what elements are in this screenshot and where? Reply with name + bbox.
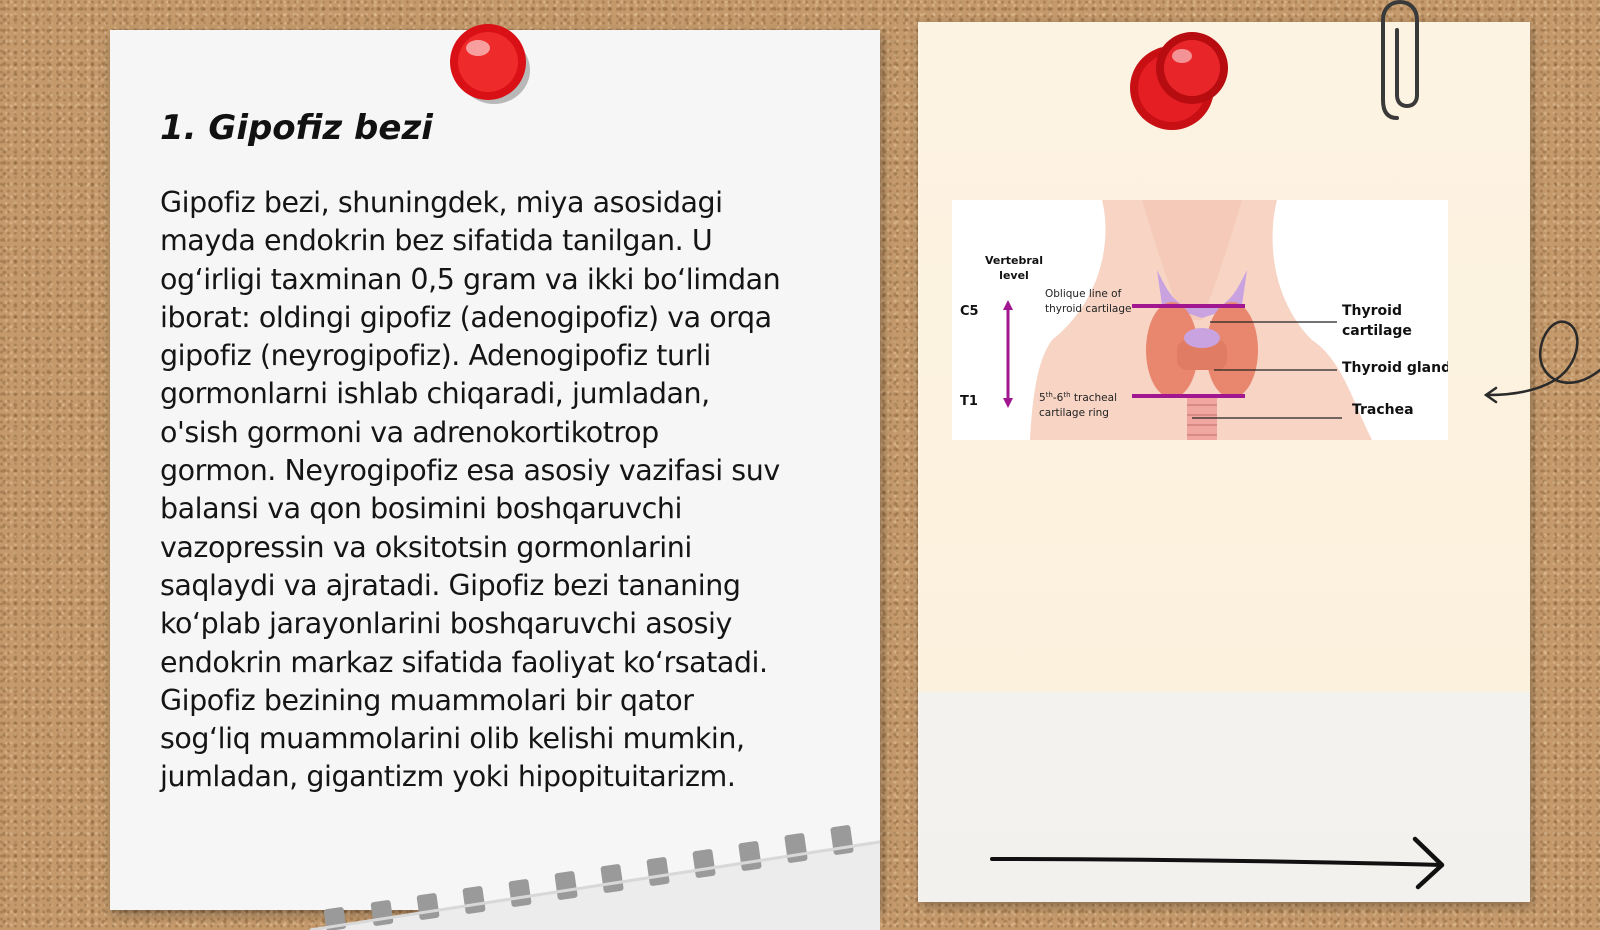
label-tracheal-1: 5th-6th tracheal	[1039, 391, 1117, 404]
label-c5: C5	[960, 304, 979, 319]
body-line: iborat: oldingi gipofiz (adenogipofiz) va orqa	[160, 300, 772, 334]
body-line: gormon. Neyrogipofiz esa asosiy vazifasi suv	[160, 454, 780, 488]
label-t1: T1	[960, 394, 978, 409]
push-pin-icon	[1124, 30, 1236, 134]
note-body	[160, 184, 840, 797]
note-paper-left	[110, 30, 880, 910]
body-line: gipofiz (neyrogipofiz). Adenogipofiz turli	[160, 339, 711, 373]
push-pin-icon	[448, 22, 534, 108]
body-line: ko‘plab jarayonlarini boshqaruvchi asosiy	[160, 607, 732, 641]
body-line: mayda endokrin bez sifatida tanilgan. U	[160, 224, 713, 258]
torn-paper-edge	[310, 820, 880, 930]
note-paper-right	[918, 22, 1530, 902]
label-thyroid-cartilage-2: cartilage	[1342, 323, 1412, 339]
label-vertebral: Vertebral	[984, 254, 1044, 267]
label-oblique-1: Oblique line of	[1045, 288, 1122, 300]
label-trachea: Trachea	[1352, 402, 1414, 418]
body-line: vazopressin va oksitotsin gormonlarini	[160, 530, 692, 564]
thyroid-diagram	[952, 200, 1448, 440]
body-line: gormonlarni ishlab chiqaradi, jumladan,	[160, 377, 710, 411]
curl-arrow-icon	[1480, 310, 1600, 410]
note-title: 1. Gipofiz bezi	[160, 108, 433, 148]
body-line: sog‘liq muammolarini olib kelishi mumkin,	[160, 722, 745, 756]
label-level: level	[999, 269, 1029, 282]
body-line: Gipofiz bezi, shuningdek, miya asosidagi	[160, 186, 723, 219]
right-arrow-icon	[990, 835, 1450, 891]
body-line: Gipofiz bezining muammolari bir qator	[160, 683, 694, 717]
label-thyroid-cartilage-1: Thyroid	[1342, 303, 1402, 319]
body-line: jumladan, gigantizm yoki hipopituitarizm.	[160, 760, 736, 794]
body-line: endokrin markaz sifatida faoliyat ko‘rsatadi.	[160, 645, 768, 679]
label-thyroid-gland: Thyroid gland	[1342, 360, 1448, 376]
body-line: balansi va qon bosimini boshqaruvchi	[160, 492, 682, 526]
label-tracheal-2: cartilage ring	[1039, 407, 1109, 419]
label-oblique-2: thyroid cartilage	[1045, 303, 1132, 315]
body-line: og‘irligi taxminan 0,5 gram va ikki bo‘limdan	[160, 262, 781, 296]
paper-clip-icon	[1375, 0, 1425, 125]
body-line: saqlaydi va ajratadi. Gipofiz bezi tananing	[160, 568, 741, 602]
body-line: o'sish gormoni va adrenokortikotrop	[160, 415, 659, 449]
